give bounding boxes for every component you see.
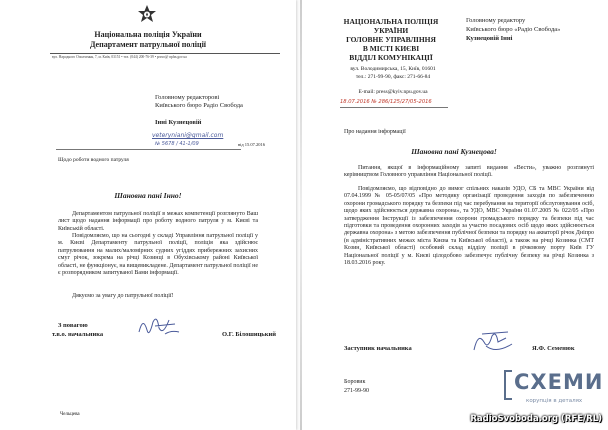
org-address: вул. Володимирська, 15, Київ, 01601 <box>350 66 436 72</box>
salutation: Шановна пані Кузнецова! <box>411 147 497 156</box>
body-paragraph-2: Повідомляємо, що на сьогодні у складі Управління патрульної поліції у м. Києві Департаменту патрульної поліції, поліція яка здійснює патрулювання на малих/маломірних судних угіддях прибережних захисних смуг річок, зокрема на річці Козинці в Обухівському районі Київської області, не функціонує, на вищевикладене. Департамент патрульної поліції не є розпорядником запитуваної Вами інформації. <box>58 233 258 277</box>
watermark: RadioSvoboda.org (RFE/RL) <box>470 414 602 424</box>
recipient-line1: Головному редактору <box>466 17 526 24</box>
reg-underline <box>340 107 448 108</box>
org-phone: тел.: 271-99-90, факс: 271-66-84 <box>355 74 431 80</box>
org-name-line2: УКРАЇНИ <box>373 26 409 35</box>
recipient-name: Кузнецовій Інні <box>466 35 513 42</box>
registration-number: № 5678 / 41-1/09 <box>155 141 199 147</box>
schemes-logo <box>502 362 604 420</box>
body-paragraph-2: Повідомляємо, що відповідно до вимог спільних наказів УДО, СБ та МВС України від 07.04.1999 № 05-05/07/05 «Про методику організації проведення заходів по забезпеченню охорони громадського порядку та безпеки під час перебування на території обслуговування осіб, щодо яких здійснюється державна охорона», та УДО, МВС України 01.07.2005 № 022/05 «Про затвердження Інструкції із забезпечення охорони громадського порядку та безпеки під час підготовки та проведення охоронних заходів за участю посадових осіб щодо яких здійснюється державна охорона» з метою забезпечення публічної безпеки та порядку на акваторії річок Дніпро (в адміністративних межах міста Києва та Київської області), а також на річці Козинка (СМТ Козин, Київської області) особовий склад відділу поліції в річковому порту Київ ГУ Національної поліції у м. Києві цілодобово забезпечує публічну безпеку на річці Козинка з 18.03.2016 року. <box>344 186 594 267</box>
recipient-line2: Київського бюро «Радіо Свобода» <box>466 26 561 33</box>
org-name-line1: Національна поліція України <box>94 30 202 39</box>
signature-title-1: З повагою <box>58 322 88 329</box>
subject-line: Щодо роботи водного патруля <box>58 157 129 163</box>
registration-date: від 15.07.2016 <box>238 142 266 147</box>
org-name-line1: НАЦІОНАЛЬНА ПОЛІЦІЯ <box>343 17 439 26</box>
executor-phone: 271-99-90 <box>344 388 369 394</box>
recipient-line2: Київського бюро Радіо Свобода <box>155 102 243 109</box>
org-name-line5: ВІДДІЛ КОМУНІКАЦІЇ <box>349 53 433 62</box>
executor-name: Чельцева <box>60 412 80 417</box>
handwritten-signature <box>468 328 518 358</box>
registration-line: 18.07.2016 № 286/125/27/05-2016 <box>340 99 432 105</box>
recipient-line1: Головному редакторові <box>155 94 220 101</box>
schemes-logo-subtitle: корупція в деталях <box>526 398 583 404</box>
schemes-logo-text: СХЕМИ <box>514 370 604 394</box>
body-paragraph-1: Департаментом патрульної поліції в межах компетенції розглянуто Ваш лист щодо надання інформації про роботу водного патруля у м. Києві та Київській області. <box>58 211 258 232</box>
logo-bracket-left <box>504 370 512 400</box>
signature-title: Заступник начальника <box>344 345 412 352</box>
police-emblem-icon <box>136 4 158 26</box>
org-name-line2: Департамент патрульної поліції <box>89 40 207 49</box>
executor-name: Боровик <box>344 379 366 385</box>
signatory-name: Я.Ф. Семенюк <box>532 345 575 352</box>
org-name-line4: В МІСТІ КИЄВІ <box>362 44 420 53</box>
signature-title-2: т.в.о. начальника <box>52 331 104 338</box>
handwritten-signature <box>135 312 183 342</box>
reg-underline <box>56 149 241 150</box>
body-paragraph-1: Питання, якщої в інформаційному запиті видання «Вести», уважно розглянуті керівництвом Головного управління Національної поліції. <box>344 165 594 179</box>
right-letter <box>300 0 608 430</box>
left-letter <box>0 0 296 430</box>
subject-line: Про надання інформації <box>344 129 406 135</box>
salutation: Шановна пані Інно! <box>114 191 182 200</box>
signatory-name: О.Г. Білошицький <box>222 331 276 338</box>
closing-line: Дякуємо за увагу до патрульної поліції! <box>72 293 174 299</box>
recipient-name: Інні Кузнецовій <box>155 119 202 126</box>
handwritten-email: veteryniani@gmail.com <box>152 132 224 139</box>
org-name-line3: ГОЛОВНЕ УПРАВЛІННЯ <box>346 35 436 44</box>
org-email: E-mail: press@kyiv.npu.gov.ua <box>358 89 428 95</box>
address-line: вул. Народного Ополчення, 7, м. Київ, 03151 • тел. (044) 200-76-39 • pravo@ nphn.gov.ua <box>52 55 187 59</box>
page-edge <box>300 0 302 430</box>
header-divider <box>50 53 280 54</box>
